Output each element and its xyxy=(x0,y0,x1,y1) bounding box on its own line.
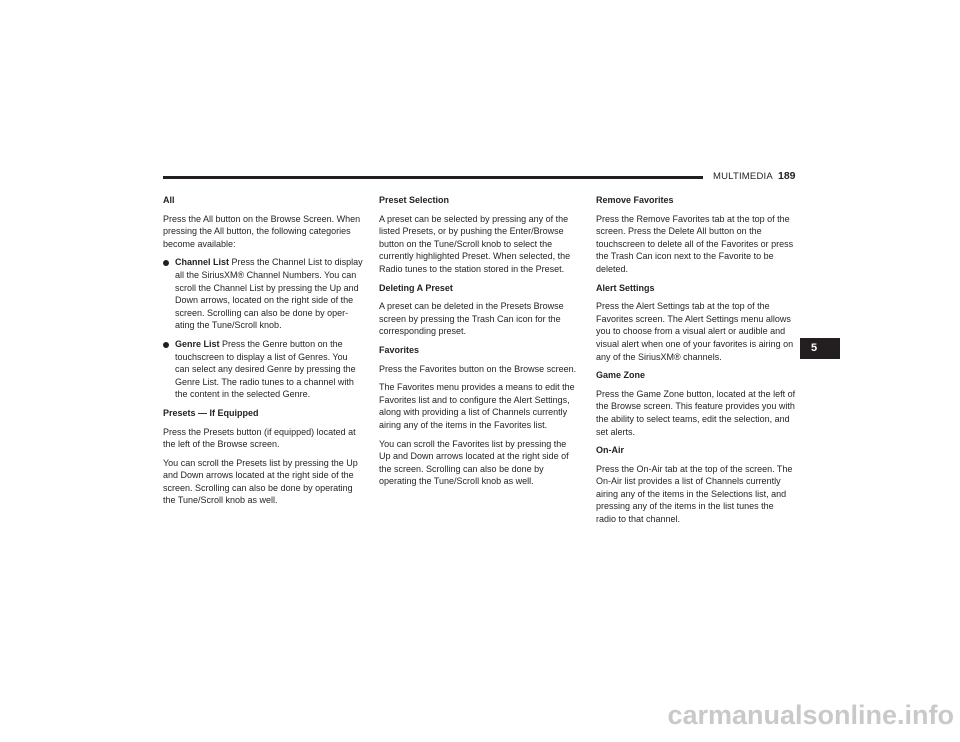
heading-presets: Presets — If Equipped xyxy=(163,407,259,418)
heading-alert-settings: Alert Settings xyxy=(596,282,655,293)
heading-preset-selection: Preset Selection xyxy=(379,195,450,205)
column-2 xyxy=(379,194,579,494)
genre-list-text: Press the Genre button on the touchscreen to display a list of Genres. You can select any desired Genre by pressing the Genre List. The radio tunes to a channel with the content in the selected Genre. xyxy=(175,338,356,400)
paragraph-presets-1: Press the Presets button (if equipped) located at the left of the Browse screen. xyxy=(163,426,356,450)
heading-favorites: Favorites xyxy=(379,344,420,355)
genre-list-label: Genre List xyxy=(175,338,220,349)
paragraph-favorites-3: You can scroll the Favorites list by pressing the Up and Down arrows located at the right side of the screen. Scrolling can also be done by operating the Tune/Scroll knob as well. xyxy=(379,438,569,487)
paragraph-favorites-2: The Favorites menu provides a means to edit the Favorites list and to configure the Alert Settings, along with providing a list of Channels currently airing any of the items in the Favorites list. xyxy=(379,382,575,430)
chapter-tab: 5 xyxy=(800,338,840,359)
channel-list-text: Press the Channel List to display all the SiriusXM® Channel Numbers. You can scroll the Channel List by pressing the Up and Down arrows, located on the right side of the screen. Scrolling can also be done by oper-ating the Tune/Scroll knob. xyxy=(175,257,363,331)
channel-list-label: Channel List xyxy=(175,257,230,268)
header-section-title: MULTIMEDIA xyxy=(713,171,773,182)
paragraph-favorites-1: Press the Favorites button on the Browse screen. xyxy=(379,363,577,374)
heading-game-zone: Game Zone xyxy=(596,370,646,381)
paragraph-alert-settings: Press the Alert Settings tab at the top of the Favorites screen. The Alert Settings menu allows you to choose from a visual alert or audible and visual alert when one of your favorites is airing on any of the SiriusXM® channels. xyxy=(596,301,794,362)
paragraph-deleting-preset: A preset can be deleted in the Presets Browse screen by pressing the Trash Can icon for the corresponding preset. xyxy=(379,301,564,337)
bullet-icon xyxy=(163,342,169,348)
paragraph-remove-favorites: Press the Remove Favorites tab at the top of the screen. Press the Delete All button on the touchscreen to delete all of the Favorites or press the Trash Can icon next to the Favorite to be deleted. xyxy=(596,213,794,274)
paragraph-preset-selection: A preset can be selected by pressing any of the listed Presets, or by pushing the Enter/Browse button on the Tune/Scroll knob to select the currently highlighted Preset. When selected, the Radio tunes to the station stored in the Preset. xyxy=(379,213,571,274)
column-3 xyxy=(596,194,796,532)
heading-all: All xyxy=(163,195,175,205)
paragraph-game-zone: Press the Game Zone button, located at the left of the Browse screen. This feature provides you with the ability to select teams, edit the selection, and set alerts. xyxy=(596,388,796,437)
list-item-channel-list xyxy=(163,256,363,332)
heading-on-air: On-Air xyxy=(596,445,624,456)
heading-deleting-preset: Deleting A Preset xyxy=(379,282,453,293)
column-1 xyxy=(163,194,363,513)
page-number: 189 xyxy=(778,170,796,182)
header-rule xyxy=(163,176,703,179)
list-item-genre-list xyxy=(163,338,363,401)
paragraph-presets-2: You can scroll the Presets list by pressing the Up and Down arrows located at the right side of the screen. Scrolling can also be done by operating the Tune/Scroll knob as well. xyxy=(163,457,358,506)
paragraph-all: Press the All button on the Browse Screen. When pressing the All button, the following categories become available: xyxy=(163,213,361,249)
watermark: carmanualsonline.info xyxy=(667,700,954,730)
paragraph-on-air: Press the On-Air tab at the top of the screen. The On-Air list provides a list of Channels currently airing any of the items in the Selections list, and pressing any of the items in the list tunes the radio to that channel. xyxy=(596,463,793,525)
heading-remove-favorites: Remove Favorites xyxy=(596,195,674,205)
bullet-icon xyxy=(163,260,169,266)
